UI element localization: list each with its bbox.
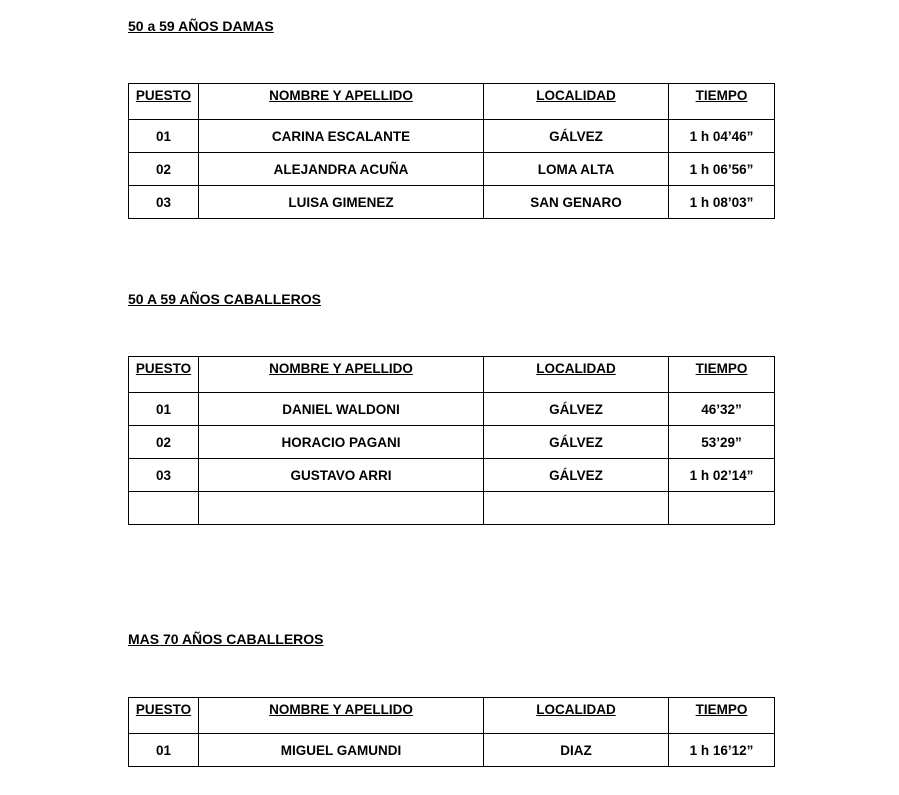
cell-puesto: 02	[129, 426, 199, 459]
header-localidad: LOCALIDAD	[484, 698, 669, 734]
cell-nombre: DANIEL WALDONI	[199, 393, 484, 426]
cell-localidad: GÁLVEZ	[484, 426, 669, 459]
cell-tiempo: 1 h 08’03”	[669, 186, 775, 219]
cell-puesto: 01	[129, 734, 199, 767]
header-puesto: PUESTO	[129, 357, 199, 393]
table-row	[129, 153, 775, 186]
cell-tiempo	[669, 492, 775, 525]
cell-localidad: GÁLVEZ	[484, 393, 669, 426]
table-header-row	[129, 357, 775, 393]
table-row-empty	[129, 492, 775, 525]
cell-tiempo: 53’29”	[669, 426, 775, 459]
cell-localidad: SAN GENARO	[484, 186, 669, 219]
cell-localidad: LOMA ALTA	[484, 153, 669, 186]
cell-nombre: GUSTAVO ARRI	[199, 459, 484, 492]
cell-tiempo: 1 h 04’46”	[669, 120, 775, 153]
table-header-row	[129, 84, 775, 120]
cell-puesto	[129, 492, 199, 525]
cell-localidad: DIAZ	[484, 734, 669, 767]
header-puesto: PUESTO	[129, 698, 199, 734]
cell-puesto: 02	[129, 153, 199, 186]
results-table-caballeros-50-59	[128, 356, 775, 525]
header-localidad: LOCALIDAD	[484, 357, 669, 393]
cell-nombre: CARINA ESCALANTE	[199, 120, 484, 153]
cell-nombre: MIGUEL GAMUNDI	[199, 734, 484, 767]
header-nombre: NOMBRE Y APELLIDO	[199, 698, 484, 734]
table-row	[129, 459, 775, 492]
cell-nombre: LUISA GIMENEZ	[199, 186, 484, 219]
table-row	[129, 120, 775, 153]
results-table-damas-50-59	[128, 83, 775, 219]
table-row	[129, 186, 775, 219]
cell-localidad: GÁLVEZ	[484, 120, 669, 153]
header-tiempo: TIEMPO	[669, 84, 775, 120]
cell-puesto: 01	[129, 120, 199, 153]
cell-localidad	[484, 492, 669, 525]
section-title-caballeros-70: MAS 70 AÑOS CABALLEROS	[128, 631, 324, 647]
cell-localidad: GÁLVEZ	[484, 459, 669, 492]
cell-nombre: ALEJANDRA ACUÑA	[199, 153, 484, 186]
cell-tiempo: 1 h 02’14”	[669, 459, 775, 492]
header-nombre: NOMBRE Y APELLIDO	[199, 84, 484, 120]
cell-puesto: 03	[129, 459, 199, 492]
cell-tiempo: 1 h 16’12”	[669, 734, 775, 767]
header-tiempo: TIEMPO	[669, 357, 775, 393]
cell-tiempo: 1 h 06’56”	[669, 153, 775, 186]
section-title-caballeros-50-59: 50 A 59 AÑOS CABALLEROS	[128, 291, 321, 307]
table-row	[129, 393, 775, 426]
header-tiempo: TIEMPO	[669, 698, 775, 734]
cell-nombre	[199, 492, 484, 525]
cell-puesto: 01	[129, 393, 199, 426]
table-header-row	[129, 698, 775, 734]
header-localidad: LOCALIDAD	[484, 84, 669, 120]
section-title-damas-50-59: 50 a 59 AÑOS DAMAS	[128, 18, 274, 34]
table-row	[129, 426, 775, 459]
cell-tiempo: 46’32”	[669, 393, 775, 426]
table-row	[129, 734, 775, 767]
results-table-caballeros-70	[128, 697, 775, 767]
cell-nombre: HORACIO PAGANI	[199, 426, 484, 459]
cell-puesto: 03	[129, 186, 199, 219]
header-puesto: PUESTO	[129, 84, 199, 120]
header-nombre: NOMBRE Y APELLIDO	[199, 357, 484, 393]
